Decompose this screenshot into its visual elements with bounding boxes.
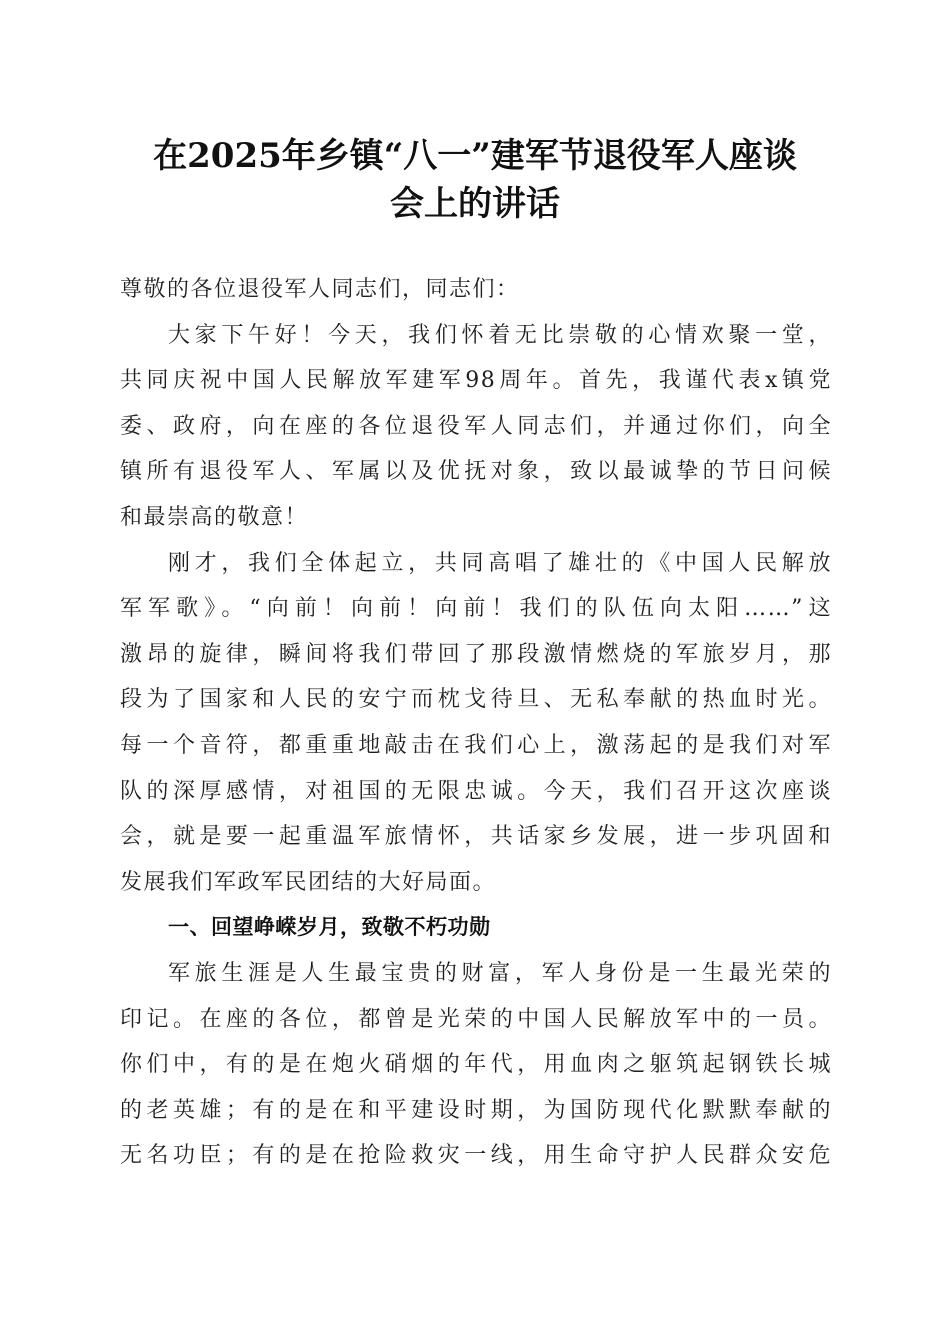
paragraph-line: 激昂的旋律，瞬间将我们带回了那段激情燃烧的军旅岁月，那 [120, 641, 832, 667]
paragraph-line: 发展我们军政军民团结的大好局面。 [120, 869, 497, 895]
paragraph-line: 军旅生涯是人生最宝贵的财富，军人身份是一生最光荣的 [168, 960, 832, 986]
paragraph-line: 共同庆祝中国人民解放军建军98周年。首先，我谨代表x镇党 [120, 368, 832, 394]
paragraph-line: 刚才，我们全体起立，共同高唱了雄壮的《中国人民解放 [168, 550, 832, 576]
paragraph-line: 你们中，有的是在炮火硝烟的年代，用血肉之躯筑起钢铁长城 [120, 1052, 832, 1078]
document-title [110, 132, 840, 228]
paragraph-line: 的老英雄；有的是在和平建设时期，为国防现代化默默奉献的 [120, 1097, 832, 1123]
paragraph-line: 会，就是要一起重温军旅情怀，共话家乡发展，进一步巩固和 [120, 824, 832, 850]
paragraph-line: 军军歌》。“向前！向前！向前！我们的队伍向太阳……”这 [120, 596, 832, 622]
paragraph-line: 段为了国家和人民的安宁而枕戈待旦、无私奉献的热血时光。 [120, 687, 832, 713]
paragraph-line: 无名功臣；有的是在抢险救灾一线，用生命守护人民群众安危 [120, 1143, 832, 1169]
paragraph-line: 和最崇高的敬意！ [120, 504, 309, 530]
paragraph-line: 委、政府，向在座的各位退役军人同志们，并通过你们，向全 [120, 413, 832, 439]
paragraph-line: 镇所有退役军人、军属以及优抚对象，致以最诚挚的节日问候 [120, 459, 832, 485]
document-body [120, 267, 832, 1179]
paragraph-line: 队的深厚感情，对祖国的无限忠诚。今天，我们召开这次座谈 [120, 778, 832, 804]
paragraph-line: 大家下午好！今天，我们怀着无比崇敬的心情欢聚一堂， [168, 322, 832, 348]
title-line-2: 会上的讲话 [390, 184, 560, 224]
title-line-1: 在2025年乡镇“八一”建军节退役军人座谈 [153, 136, 797, 176]
paragraph-line: 每一个音符，都重重地敲击在我们心上，激荡起的是我们对军 [120, 732, 832, 758]
greeting-line: 尊敬的各位退役军人同志们，同志们： [120, 277, 520, 302]
section-heading: 一、回望峥嵘岁月，致敬不朽功勋 [168, 915, 491, 940]
paragraph-line: 印记。在座的各位，都曾是光荣的中国人民解放军中的一员。 [120, 1006, 832, 1032]
